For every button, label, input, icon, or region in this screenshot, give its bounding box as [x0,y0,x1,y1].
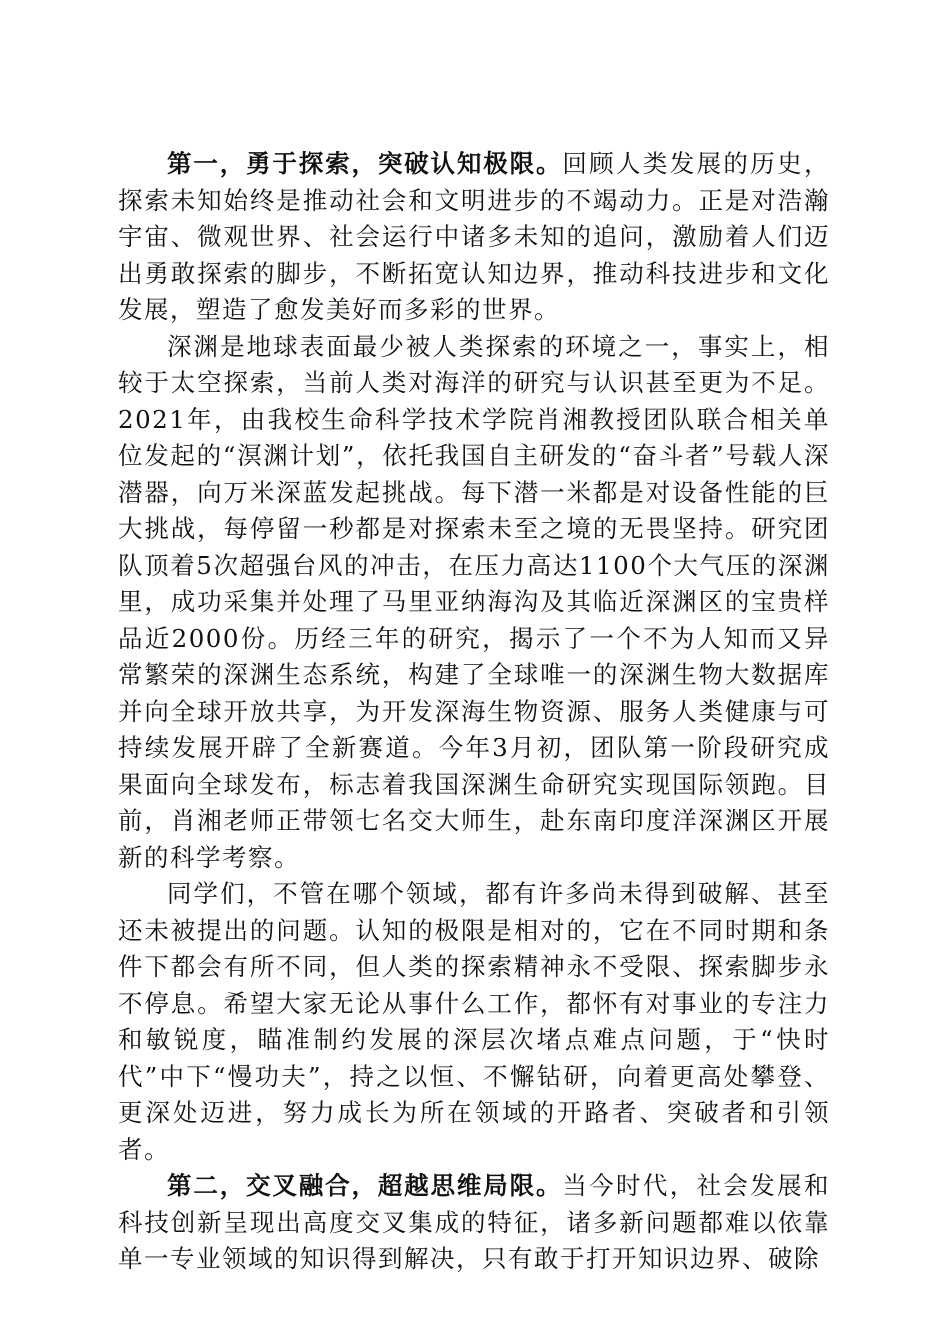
paragraph-body: 同学们，不管在哪个领域，都有许多尚未得到破解、甚至还未被提出的问题。认知的极限是相对的，它在不同时期和条件下都会有所不同，但人类的探索精神永不受限、探索脚步永不停息。希望大家无论从事什么工作，都怀有对事业的专注力和敏锐度，瞄准制约发展的深层次堵点难点问题，于“快时代”中下“慢功夫”，持之以恒、不懈钻研，向着更高处攀登、更深处迈进，努力成长为所在领域的开路者、突破者和引领者。 [118,879,830,1164]
section-heading-cross-fusion: 第二，交叉融合，超越思维局限。 [167,1171,563,1200]
document-page [118,146,830,1278]
paragraph-body: 回顾人类发展的历史，探索未知始终是推动社会和文明进步的不竭动力。正是对浩瀚宇宙、微观世界、社会运行中诸多未知的追问，激励着人们迈出勇敢探索的脚步，不断拓宽认知边界，推动科技进步和文化发展，塑造了愈发美好而多彩的世界。 [118,149,830,324]
paragraph-students [118,876,830,1168]
paragraph-explore [118,146,830,329]
section-heading-explore: 第一，勇于探索，突破认知极限。 [167,149,563,178]
paragraph-body: 深渊是地球表面最少被人类探索的环境之一，事实上，相较于太空探索，当前人类对海洋的研究与认识甚至更为不足。2021年，由我校生命科学技术学院肖湘教授团队联合相关单位发起的“溟渊计划”，依托我国自主研发的“奋斗者”号载人深潜器，向万米深蓝发起挑战。每下潜一米都是对设备性能的巨大挑战，每停留一秒都是对探索未至之境的无畏坚持。研究团队顶着5次超强台风的冲击，在压力高达1100个大气压的深渊里，成功采集并处理了马里亚纳海沟及其临近深渊区的宝贵样品近2000份。历经三年的研究，揭示了一个不为人知而又异常繁荣的深渊生态系统，构建了全球唯一的深渊生物大数据库并向全球开放共享，为开发深海生物资源、服务人类健康与可持续发展开辟了全新赛道。今年3月初，团队第一阶段研究成果面向全球发布，标志着我国深渊生命研究实现国际领跑。目前，肖湘老师正带领七名交大师生，赴东南印度洋深渊区开展新的科学考察。 [118,331,830,872]
paragraph-cross-fusion [118,1168,830,1278]
paragraph-body: 当今时代，社会发展和科技创新呈现出高度交叉集成的特征，诸多新问题都难以依靠单一专业领域的知识得到解决，只有敢于打开知识边界、破除 [118,1171,830,1273]
paragraph-abyss-plan [118,329,830,877]
